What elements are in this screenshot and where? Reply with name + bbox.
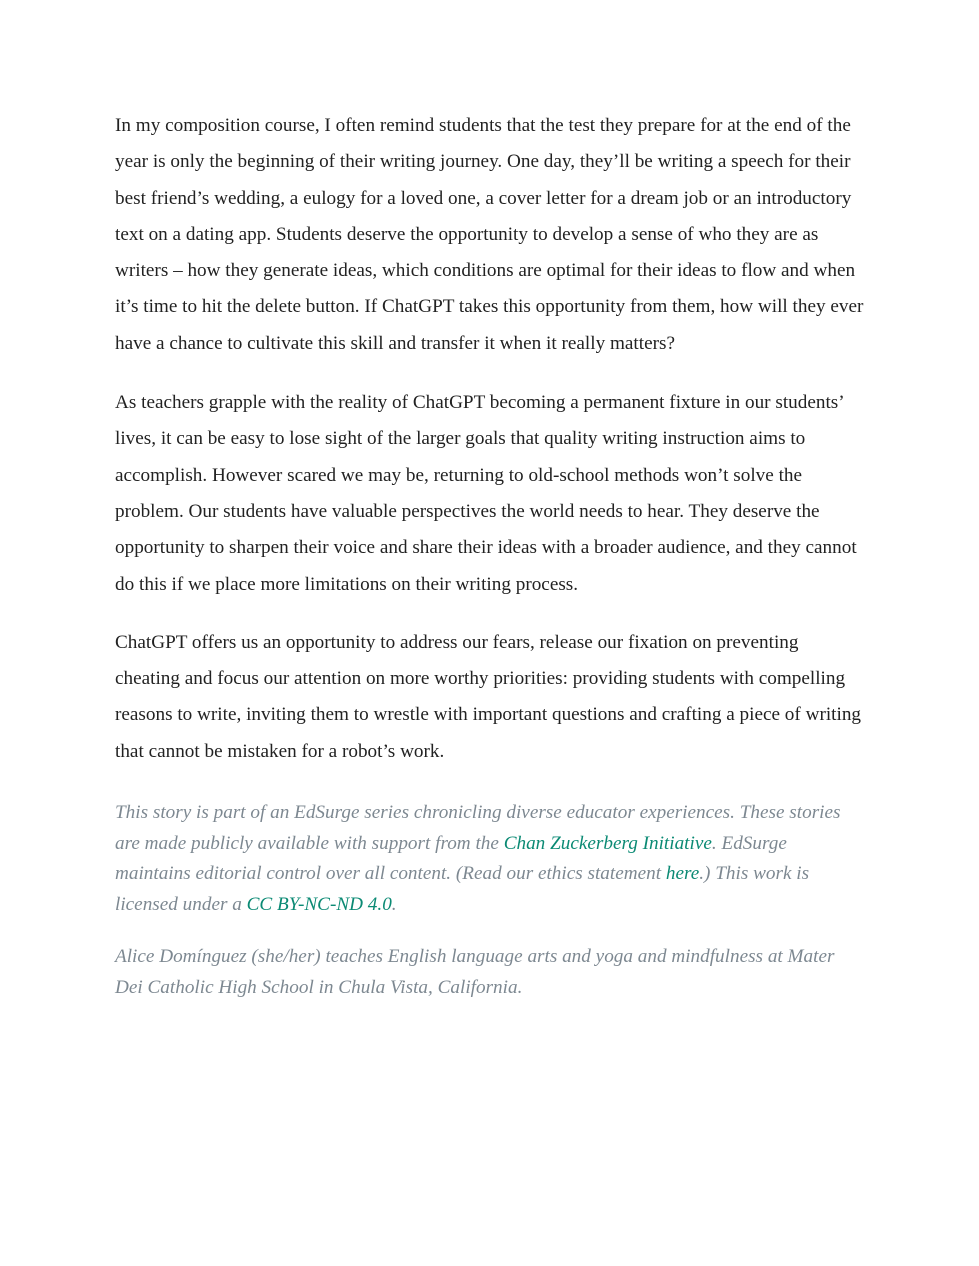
- series-note-text-3: .) This work is licensed under a: [115, 863, 810, 915]
- series-note: [115, 798, 865, 920]
- article-body: [115, 108, 865, 1026]
- series-note-text-2: . EdSurge maintains editorial control over all content. (Read our ethics statement: [115, 832, 787, 885]
- chan-zuckerberg-initiative-link[interactable]: Chan Zuckerberg Initiative: [503, 832, 712, 854]
- author-bio: Alice Domínguez (she/her) teaches English language arts and yoga and mindfulness at Mater Dei Catholic High School in Chula Vista, California.: [115, 946, 835, 999]
- ethics-statement-link[interactable]: here: [665, 863, 700, 885]
- series-note-text-4: .: [391, 893, 397, 915]
- paragraph-1: In my composition course, I often remind students that the test they prepare for at the end of the year is only the beginning of their writing journey. One day, they’ll be writing a speech for their best friend’s wedding, a eulogy for a loved one, a cover letter for a dream job or an introductory text on a dating app. Students deserve the opportunity to develop a sense of who they are as writers – how they generate ideas, which conditions are optimal for their ideas to flow and when it’s time to hit the delete button. If ChatGPT takes this opportunity from them, how will they ever have a chance to cultivate this skill and transfer it when it really matters?: [115, 115, 864, 354]
- paragraph-3: ChatGPT offers us an opportunity to address our fears, release our fixation on preventing cheating and focus our attention on more worthy priorities: providing students with compelling reasons to write, inviting them to wrestle with important questions and crafting a piece of writing that cannot be mistaken for a robot’s work.: [115, 631, 862, 762]
- series-note-text-1: This story is part of an EdSurge series chronicling diverse educator experiences. These stories are made publicly available with support from the: [115, 802, 841, 854]
- paragraph-2: As teachers grapple with the reality of ChatGPT becoming a permanent fixture in our students’ lives, it can be easy to lose sight of the larger goals that quality writing instruction aims to accomplish. However scared we may be, returning to old-school methods won’t solve the problem. Our students have valuable perspectives the world needs to hear. They deserve the opportunity to sharpen their voice and share their ideas with a broader audience, and they cannot do this if we place more limitations on their writing process.: [115, 392, 857, 595]
- license-link[interactable]: CC BY-NC-ND 4.0: [246, 893, 392, 915]
